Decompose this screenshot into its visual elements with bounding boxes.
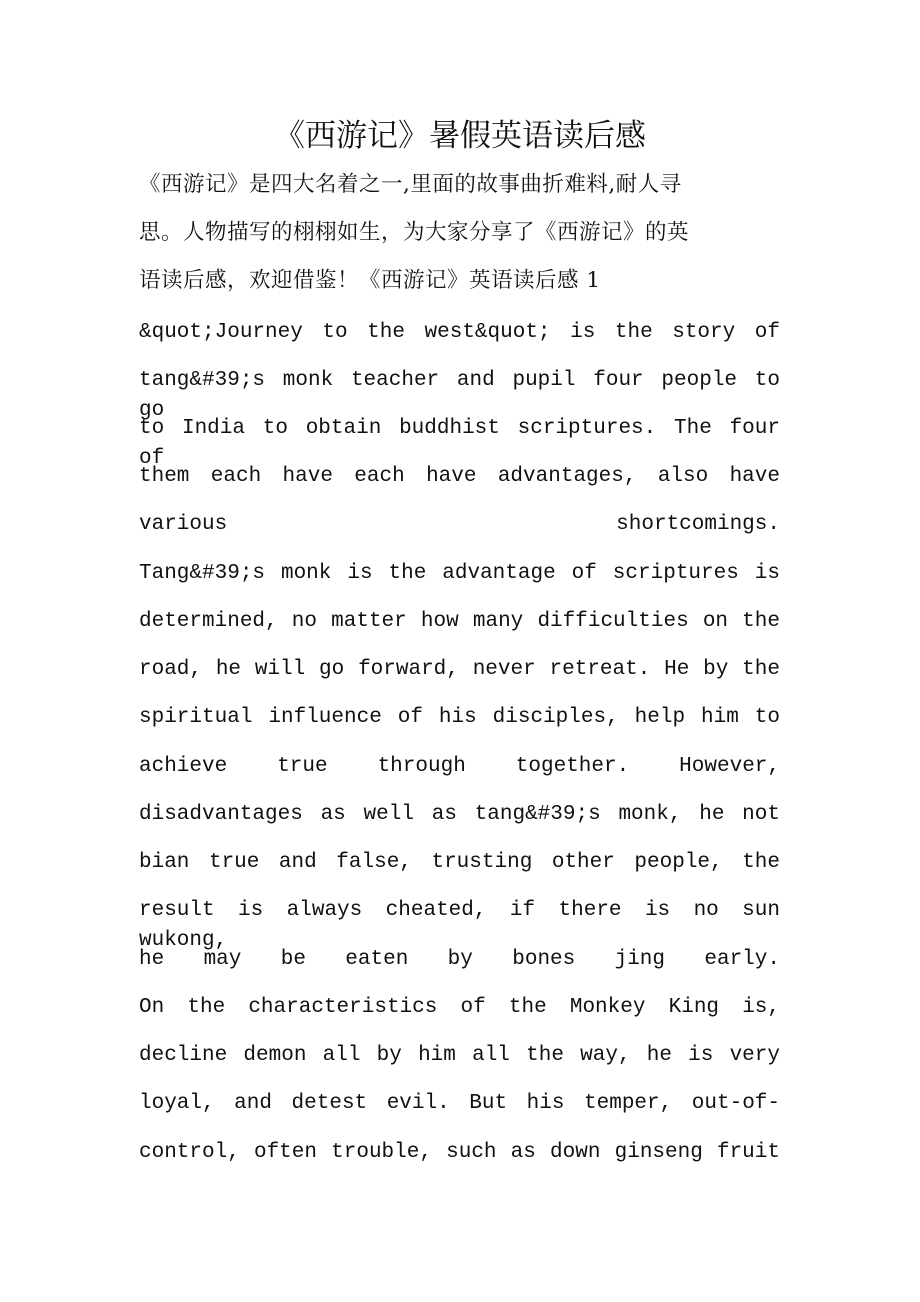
body-line: determined, no matter how many difficulties on the (139, 610, 780, 633)
body-line: decline demon all by him all the way, he is very (139, 1044, 780, 1067)
body-line: loyal, and detest evil. But his temper, out-of- (139, 1092, 780, 1115)
body-line: he may be eaten by bones jing early. (139, 948, 780, 971)
body-line: various shortcomings. (139, 513, 780, 536)
body-line: On the characteristics of the Monkey King is, (139, 996, 780, 1019)
body-line: &quot;Journey to the west&quot; is the story of (139, 321, 780, 344)
body-line: disadvantages as well as tang&#39;s monk, he not (139, 803, 780, 826)
intro-line: 语读后感，欢迎借鉴！《西游记》英语读后感 1 (139, 268, 601, 293)
body-line: achieve true through together. However, (139, 755, 780, 778)
body-line: road, he will go forward, never retreat. He by the (139, 658, 780, 681)
body-line: them each have each have advantages, also have (139, 465, 780, 488)
body-line: result is always cheated, if there is no sun wukong, (139, 899, 780, 952)
intro-line: 《西游记》是四大名着之一,里面的故事曲折难料,耐人寻 (139, 172, 682, 197)
body-line: Tang&#39;s monk is the advantage of scriptures is (139, 562, 780, 585)
document-title: 《西游记》暑假英语读后感 (274, 118, 646, 154)
body-line: spiritual influence of his disciples, help him to (139, 706, 780, 729)
body-line: tang&#39;s monk teacher and pupil four people to go (139, 369, 780, 422)
body-line: to India to obtain buddhist scriptures. The four of (139, 417, 780, 470)
body-line: control, often trouble, such as down ginseng fruit (139, 1141, 780, 1164)
intro-line: 思。人物描写的栩栩如生，为大家分享了《西游记》的英 (139, 220, 690, 245)
body-line: bian true and false, trusting other people, the (139, 851, 780, 874)
